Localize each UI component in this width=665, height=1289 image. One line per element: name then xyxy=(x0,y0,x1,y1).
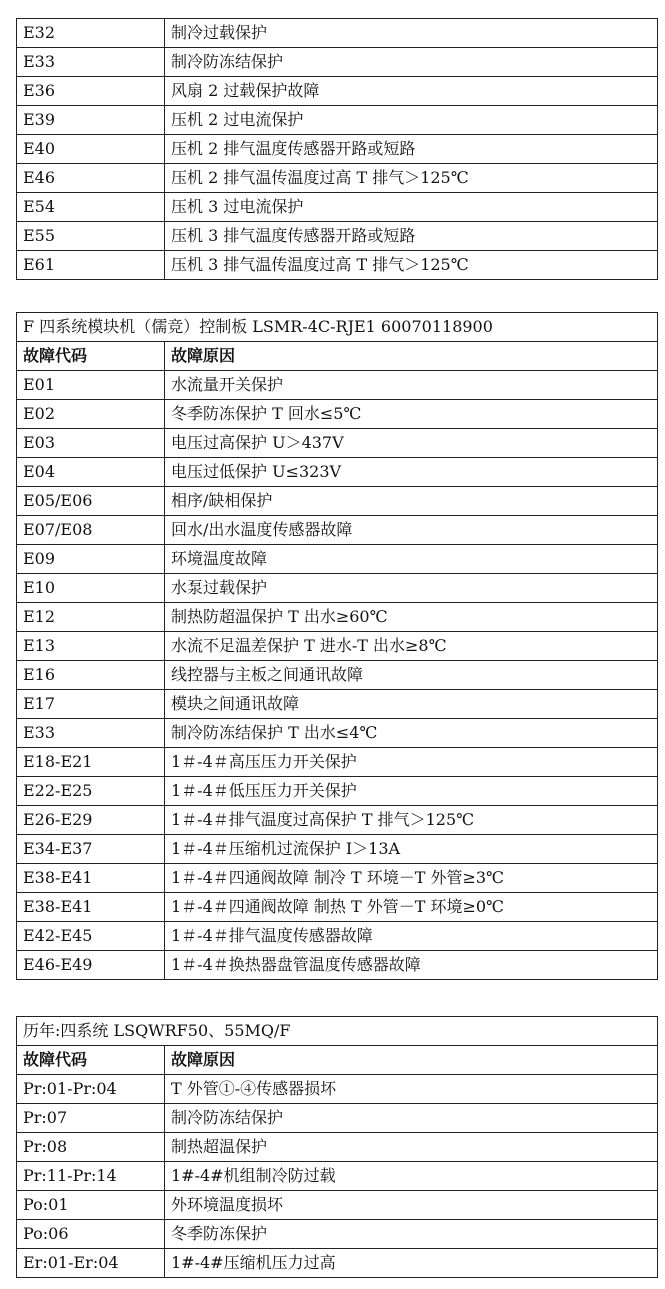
fault-code-cell: Po:06 xyxy=(17,1220,165,1249)
table-row xyxy=(17,864,658,893)
fault-reason-cell: 模块之间通讯故障 xyxy=(165,690,658,719)
fault-reason-cell: 压机 3 排气温度传感器开路或短路 xyxy=(165,222,658,251)
header-fault-code: 故障代码 xyxy=(17,1046,165,1075)
fault-reason-cell: 1＃-4＃换热器盘管温度传感器故障 xyxy=(165,951,658,980)
fault-reason-cell: 环境温度故障 xyxy=(165,545,658,574)
table-row xyxy=(17,1104,658,1133)
table-row xyxy=(17,48,658,77)
table-row xyxy=(17,777,658,806)
table-title-row xyxy=(17,1017,658,1046)
fault-reason-cell: 1#-4#压缩机压力过高 xyxy=(165,1249,658,1278)
table-row xyxy=(17,661,658,690)
table-row xyxy=(17,632,658,661)
fault-code-cell: Po:01 xyxy=(17,1191,165,1220)
fault-reason-cell: 1＃-4＃压缩机过流保护 I＞13A xyxy=(165,835,658,864)
fault-reason-cell: 1＃-4＃四通阀故障 制热 T 外管－T 环境≥0℃ xyxy=(165,893,658,922)
fault-reason-cell: 制冷防冻结保护 xyxy=(165,1104,658,1133)
fault-code-cell: E38-E41 xyxy=(17,893,165,922)
table-row xyxy=(17,516,658,545)
fault-code-cell: E46-E49 xyxy=(17,951,165,980)
table-row xyxy=(17,400,658,429)
table-row xyxy=(17,1133,658,1162)
fault-reason-cell: 1＃-4＃低压压力开关保护 xyxy=(165,777,658,806)
fault-code-cell: E33 xyxy=(17,48,165,77)
fault-code-cell: E61 xyxy=(17,251,165,280)
fault-code-cell: E32 xyxy=(17,19,165,48)
fault-reason-cell: 外环境温度损坏 xyxy=(165,1191,658,1220)
fault-code-cell: E12 xyxy=(17,603,165,632)
fault-reason-cell: 冬季防冻保护 xyxy=(165,1220,658,1249)
fault-code-cell: E46 xyxy=(17,164,165,193)
table-title: 历年:四系统 LSQWRF50、55MQ/F xyxy=(17,1017,658,1046)
table-row xyxy=(17,922,658,951)
table-row xyxy=(17,164,658,193)
table-row xyxy=(17,487,658,516)
fault-reason-cell: 冬季防冻保护 T 回水≤5℃ xyxy=(165,400,658,429)
fault-reason-cell: 制热防超温保护 T 出水≥60℃ xyxy=(165,603,658,632)
fault-code-cell: E40 xyxy=(17,135,165,164)
fault-reason-cell: 水流不足温差保护 T 进水-T 出水≥8℃ xyxy=(165,632,658,661)
table-row xyxy=(17,19,658,48)
header-fault-reason: 故障原因 xyxy=(165,342,658,371)
table-row xyxy=(17,951,658,980)
fault-code-cell: E36 xyxy=(17,77,165,106)
table-row xyxy=(17,458,658,487)
fault-code-cell: Pr:08 xyxy=(17,1133,165,1162)
fault-code-cell: E16 xyxy=(17,661,165,690)
table-row xyxy=(17,135,658,164)
header-fault-reason: 故障原因 xyxy=(165,1046,658,1075)
fault-reason-cell: 回水/出水温度传感器故障 xyxy=(165,516,658,545)
table-row xyxy=(17,748,658,777)
fault-reason-cell: 压机 2 过电流保护 xyxy=(165,106,658,135)
fault-code-cell: E39 xyxy=(17,106,165,135)
fault-code-cell: E13 xyxy=(17,632,165,661)
fault-reason-cell: 风扇 2 过载保护故障 xyxy=(165,77,658,106)
table-row xyxy=(17,1162,658,1191)
fault-reason-cell: 电压过高保护 U＞437V xyxy=(165,429,658,458)
fault-reason-cell: 相序/缺相保护 xyxy=(165,487,658,516)
table-row xyxy=(17,835,658,864)
fault-code-cell: Er:01-Er:04 xyxy=(17,1249,165,1278)
table-row xyxy=(17,1220,658,1249)
fault-reason-cell: T 外管①-④传感器损坏 xyxy=(165,1075,658,1104)
fault-code-cell: E05/E06 xyxy=(17,487,165,516)
table-row xyxy=(17,545,658,574)
table-row xyxy=(17,251,658,280)
fault-reason-cell: 压机 2 排气温传温度过高 T 排气＞125℃ xyxy=(165,164,658,193)
header-fault-code: 故障代码 xyxy=(17,342,165,371)
table-header-row xyxy=(17,342,658,371)
fault-table-four-system-module xyxy=(16,312,658,980)
table-header-row xyxy=(17,1046,658,1075)
fault-reason-cell: 压机 3 过电流保护 xyxy=(165,193,658,222)
fault-code-cell: E26-E29 xyxy=(17,806,165,835)
fault-code-cell: E54 xyxy=(17,193,165,222)
table-title-row xyxy=(17,313,658,342)
fault-reason-cell: 1＃-4＃四通阀故障 制冷 T 环境－T 外管≥3℃ xyxy=(165,864,658,893)
fault-code-cell: Pr:07 xyxy=(17,1104,165,1133)
fault-table-lsqwrf-body xyxy=(17,1075,658,1278)
table-row xyxy=(17,690,658,719)
fault-reason-cell: 水泵过载保护 xyxy=(165,574,658,603)
fault-reason-cell: 线控器与主板之间通讯故障 xyxy=(165,661,658,690)
table-row xyxy=(17,222,658,251)
fault-code-cell: E33 xyxy=(17,719,165,748)
fault-reason-cell: 1#-4#机组制冷防过载 xyxy=(165,1162,658,1191)
table-row xyxy=(17,106,658,135)
fault-reason-cell: 制冷过载保护 xyxy=(165,19,658,48)
table-row xyxy=(17,1249,658,1278)
fault-table-continued-body xyxy=(17,19,658,280)
table-row xyxy=(17,603,658,632)
table-row xyxy=(17,1191,658,1220)
table-title: F 四系统模块机（儒竞）控制板 LSMR-4C-RJE1 60070118900 xyxy=(17,313,658,342)
fault-reason-cell: 1＃-4＃排气温度传感器故障 xyxy=(165,922,658,951)
table-row xyxy=(17,429,658,458)
fault-code-cell: E01 xyxy=(17,371,165,400)
fault-code-cell: E55 xyxy=(17,222,165,251)
fault-code-cell: E02 xyxy=(17,400,165,429)
table-row xyxy=(17,193,658,222)
fault-code-cell: E34-E37 xyxy=(17,835,165,864)
table-row xyxy=(17,1075,658,1104)
table-row xyxy=(17,371,658,400)
table-row xyxy=(17,719,658,748)
fault-code-cell: E18-E21 xyxy=(17,748,165,777)
fault-code-cell: E22-E25 xyxy=(17,777,165,806)
table-row xyxy=(17,806,658,835)
fault-reason-cell: 1＃-4＃排气温度过高保护 T 排气＞125℃ xyxy=(165,806,658,835)
fault-code-cell: E07/E08 xyxy=(17,516,165,545)
fault-table-four-system-module-body xyxy=(17,371,658,980)
fault-table-continued xyxy=(16,18,658,280)
fault-code-cell: E10 xyxy=(17,574,165,603)
fault-reason-cell: 制热超温保护 xyxy=(165,1133,658,1162)
fault-reason-cell: 压机 2 排气温度传感器开路或短路 xyxy=(165,135,658,164)
fault-code-cell: E38-E41 xyxy=(17,864,165,893)
fault-code-cell: Pr:11-Pr:14 xyxy=(17,1162,165,1191)
fault-reason-cell: 压机 3 排气温传温度过高 T 排气＞125℃ xyxy=(165,251,658,280)
fault-code-cell: E42-E45 xyxy=(17,922,165,951)
fault-code-cell: E03 xyxy=(17,429,165,458)
fault-reason-cell: 水流量开关保护 xyxy=(165,371,658,400)
fault-code-cell: E04 xyxy=(17,458,165,487)
fault-table-lsqwrf xyxy=(16,1016,658,1278)
fault-code-cell: Pr:01-Pr:04 xyxy=(17,1075,165,1104)
fault-code-cell: E17 xyxy=(17,690,165,719)
table-row xyxy=(17,893,658,922)
fault-code-cell: E09 xyxy=(17,545,165,574)
table-row xyxy=(17,77,658,106)
fault-reason-cell: 制冷防冻结保护 xyxy=(165,48,658,77)
fault-reason-cell: 电压过低保护 U≤323V xyxy=(165,458,658,487)
fault-reason-cell: 1＃-4＃高压压力开关保护 xyxy=(165,748,658,777)
table-row xyxy=(17,574,658,603)
fault-reason-cell: 制冷防冻结保护 T 出水≤4℃ xyxy=(165,719,658,748)
